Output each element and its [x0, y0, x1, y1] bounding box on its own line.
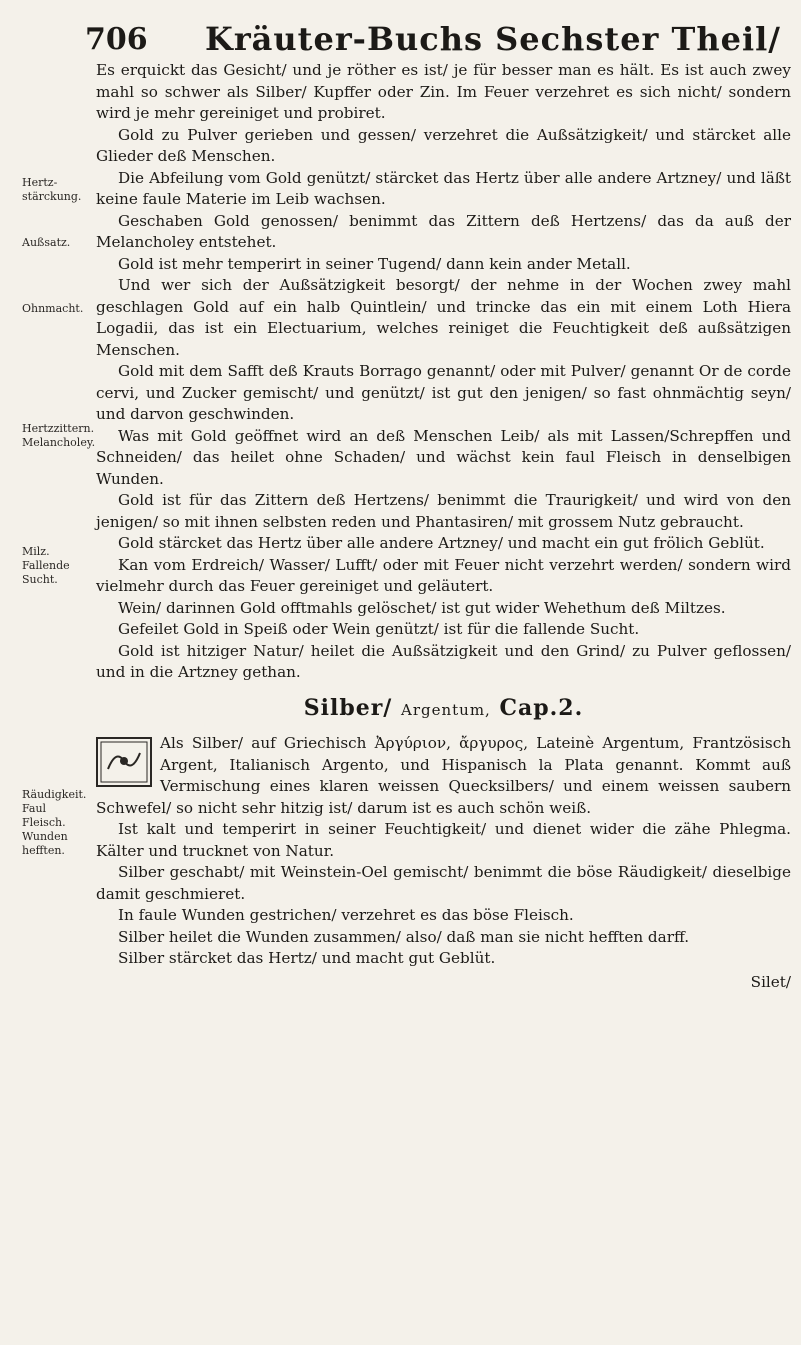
- paragraph: Gold ist hitziger Natur/ heilet die Außsätzigkeit und den Grind/ zu Pulver geflossen/ und in die Artzney gethan.: [96, 641, 791, 681]
- paragraph: Silber heilet die Wunden zusammen/ also/ daß man sie nicht hefften darff.: [118, 927, 690, 946]
- paragraph: Es erquickt das Gesicht/ und je röther es ist/ je für besser man es hält. Es ist auch zwey mahl so schwer als Silber/ Kupffer oder Zin. Im Feuer verzehret es sich nicht/ sondern wird je mehr gereiniget und probiret.: [96, 61, 791, 122]
- paragraph: Kan vom Erdreich/ Wasser/ Lufft/ oder mit Feuer nicht verzehrt werden/ sondern wird vielmehr durch das Feuer gereiniget und geläutert.: [96, 555, 791, 595]
- margin-note: Ohnmacht.: [22, 302, 84, 315]
- paragraph: [96, 733, 791, 819]
- catchword: Silet/: [750, 972, 791, 991]
- main-text: [96, 60, 791, 993]
- paragraph: Gold zu Pulver gerieben und gessen/ verzehret die Außsätzigkeit/ und stärcket alle Glieder deß Menschen.: [96, 125, 791, 165]
- paragraph: Die Abfeilung vom Gold genützt/ stärcket das Hertz über alle andere Artzney/ und läßt keine faule Materie im Leib wachsen.: [96, 168, 791, 208]
- paragraph: Gold mit dem Safft deß Krauts Borrago genannt/ oder mit Pulver/ genannt Or de corde cervi, und Zucker gemischt/ und genützt/ ist gut den jenigen/ so fast ohnmächtig seyn/ und darvon geschwinden.: [96, 362, 791, 423]
- section-heading: [96, 694, 791, 722]
- paragraph: Gold ist für das Zittern deß Hertzens/ benimmt die Traurigkeit/ und wird von den jenigen/ so mit ihnen selbsten reden und Phantasiren/ mit grossem Nutz gebraucht.: [96, 491, 791, 531]
- paragraph: Silber stärcket das Hertz/ und macht gut Geblüt.: [118, 949, 496, 967]
- section-chapter: Cap.2.: [499, 694, 584, 721]
- page-number: 706: [85, 22, 148, 57]
- paragraph: Wein/ darinnen Gold offtmahls gelöschet/ ist gut wider Wehethum deß Miltzes.: [118, 598, 726, 617]
- paragraph: Gold ist mehr temperirt in seiner Tugend/ dann kein ander Metall.: [118, 254, 631, 273]
- paragraph: In faule Wunden gestrichen/ verzehret es das böse Fleisch.: [118, 906, 574, 924]
- paragraph: Geschaben Gold genossen/ benimmt das Zittern deß Hertzens/ das da auß der Melancholey entstehet.: [96, 211, 791, 251]
- page-header: [85, 12, 785, 58]
- margin-note: Milz. Fallende Sucht.: [22, 545, 70, 586]
- running-title: Kräuter-Buchs Sechster Theil/: [205, 20, 781, 58]
- paragraph: Silber geschabt/ mit Weinstein-Oel gemischt/ benimmt die böse Räudigkeit/ dieselbige damit geschmieret.: [96, 863, 791, 903]
- section-title: Silber/: [303, 694, 393, 721]
- margin-note: Hertz-stärckung.: [22, 176, 82, 203]
- paragraph-text: Als Silber/ auf Griechisch Ἀργύριον, ἄργυρος, Lateinè Argentum, Frantzösisch Argent, Italianisch Argento, und Hispanisch la Plata genannt. Kommt auß Vermischung eines klaren weissen Quecksilbers/ und einem weissen saubern Schwefel/ so nicht sehr hitzig ist/ darum ist es auch schön weiß.: [96, 734, 791, 817]
- paragraph: Und wer sich der Außsätzigkeit besorgt/ der nehme in der Wochen zwey mahl geschlagen Gold auf ein halb Quintlein/ und trincke das ein mit einem Loth Hiera Logadii, das ist ein Electuarium, welches reiniget die Feuchtigkeit deß außsätzigen Menschen.: [96, 276, 791, 359]
- margin-note: Hertzzittern. Melancholey.: [22, 422, 96, 449]
- margin-note: Räudigkeit. Faul Fleisch. Wunden hefften.: [22, 788, 87, 857]
- paragraph: Gold stärcket das Hertz über alle andere Artzney/ und macht ein gut frölich Geblüt.: [118, 534, 765, 552]
- ornamental-initial-icon: [96, 737, 152, 787]
- paragraph: Was mit Gold geöffnet wird an deß Menschen Leib/ als mit Lassen/Schrepffen und Schneiden/ das heilet ohne Schaden/ und wächst kein faul Fleisch in denselbigen Wunden.: [96, 426, 791, 488]
- paragraph: Ist kalt und temperirt in seiner Feuchtigkeit/ und dienet wider die zähe Phlegma. Kälter und trucknet von Natur.: [96, 820, 791, 860]
- paragraph: Gefeilet Gold in Speiß oder Wein genützt/ ist für die fallende Sucht.: [118, 620, 640, 638]
- margin-note: Außsatz.: [22, 236, 71, 249]
- section-latin: Argentum,: [401, 700, 491, 719]
